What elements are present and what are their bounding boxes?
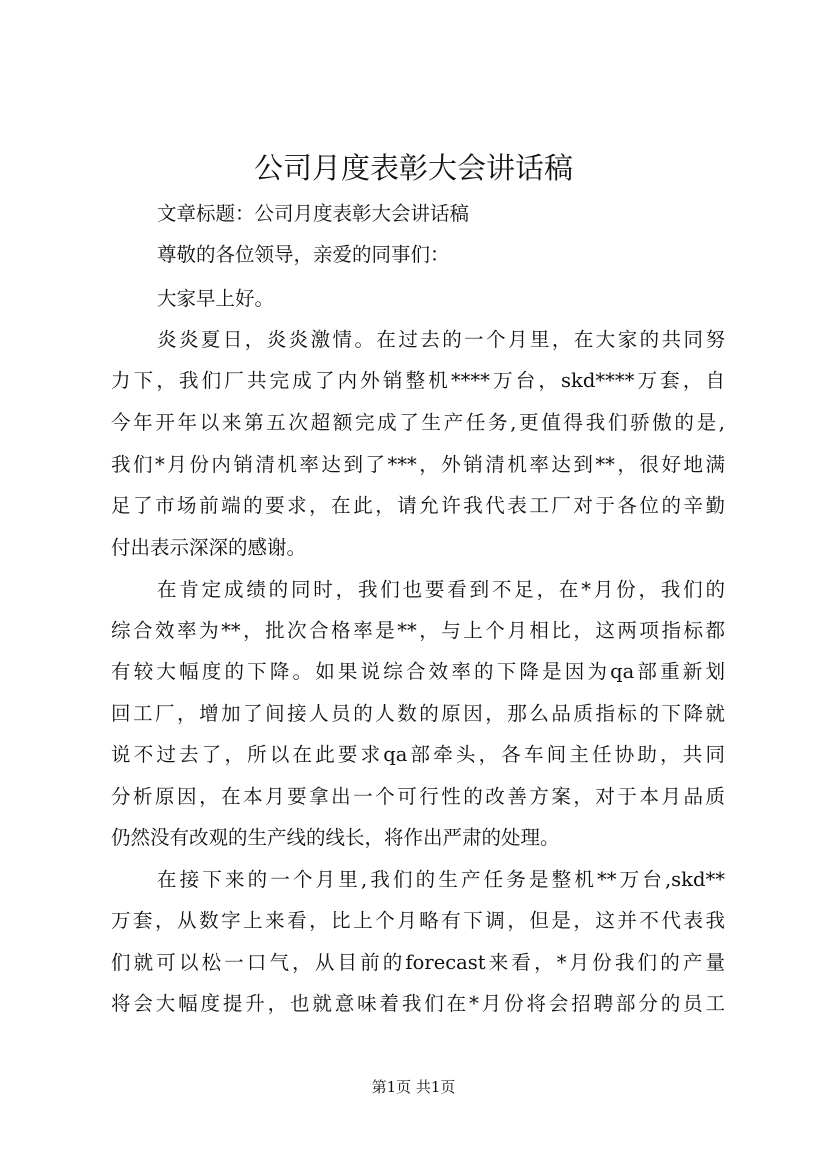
paragraph-2-line: 在肯定成绩的同时，我们也要看到不足，在*月份，我们的 [157, 578, 725, 601]
paragraph-1-line: 今年开年以来第五次超额完成了生产任务,更值得我们骄傲的是, [111, 411, 725, 434]
article-heading: 文章标题：公司月度表彰大会讲话稿 [157, 202, 470, 225]
paragraph-1-line: 足了市场前端的要求，在此，请允许我代表工厂对于各位的辛勤 [111, 494, 725, 517]
paragraph-3-line: 在接下来的一个月里,我们的生产任务是整机**万台,skd** [157, 868, 725, 891]
page-number-footer: 第1页 共1页 [371, 1078, 456, 1096]
paragraph-1-line: 炎炎夏日，炎炎激情。在过去的一个月里，在大家的共同努 [157, 328, 725, 351]
salutation: 尊敬的各位领导，亲爱的同事们： [157, 243, 450, 266]
paragraph-2-line: 有较大幅度的下降。如果说综合效率的下降是因为qa部重新划 [111, 660, 725, 683]
paragraph-3-line: 将会大幅度提升，也就意味着我们在*月份将会招聘部分的员工 [111, 992, 725, 1015]
greeting: 大家早上好。 [157, 287, 275, 310]
document-title: 公司月度表彰大会讲话稿 [253, 151, 573, 185]
paragraph-2-line: 仍然没有改观的生产线的线长，将作出严肃的处理。 [111, 826, 560, 849]
paragraph-2-line: 说不过去了，所以在此要求qa部牵头，各车间主任协助，共同 [111, 743, 725, 766]
paragraph-1-line: 我们*月份内销清机率达到了***，外销清机率达到**，很好地满 [111, 453, 725, 476]
paragraph-2-line: 分析原因，在本月要拿出一个可行性的改善方案，对于本月品质 [111, 785, 725, 808]
paragraph-2-line: 回工厂，增加了间接人员的人数的原因，那么品质指标的下降就 [111, 702, 725, 725]
paragraph-3-line: 们就可以松一口气，从目前的forecast来看，*月份我们的产量 [111, 951, 725, 974]
paragraph-1-line: 付出表示深深的感谢。 [111, 536, 307, 559]
paragraph-2-line: 综合效率为**，批次合格率是**，与上个月相比，这两项指标都 [111, 619, 725, 642]
paragraph-1-line: 力下，我们厂共完成了内外销整机****万台，skd****万套，自 [111, 369, 725, 392]
paragraph-3-line: 万套，从数字上来看，比上个月略有下调，但是，这并不代表我 [111, 909, 725, 932]
